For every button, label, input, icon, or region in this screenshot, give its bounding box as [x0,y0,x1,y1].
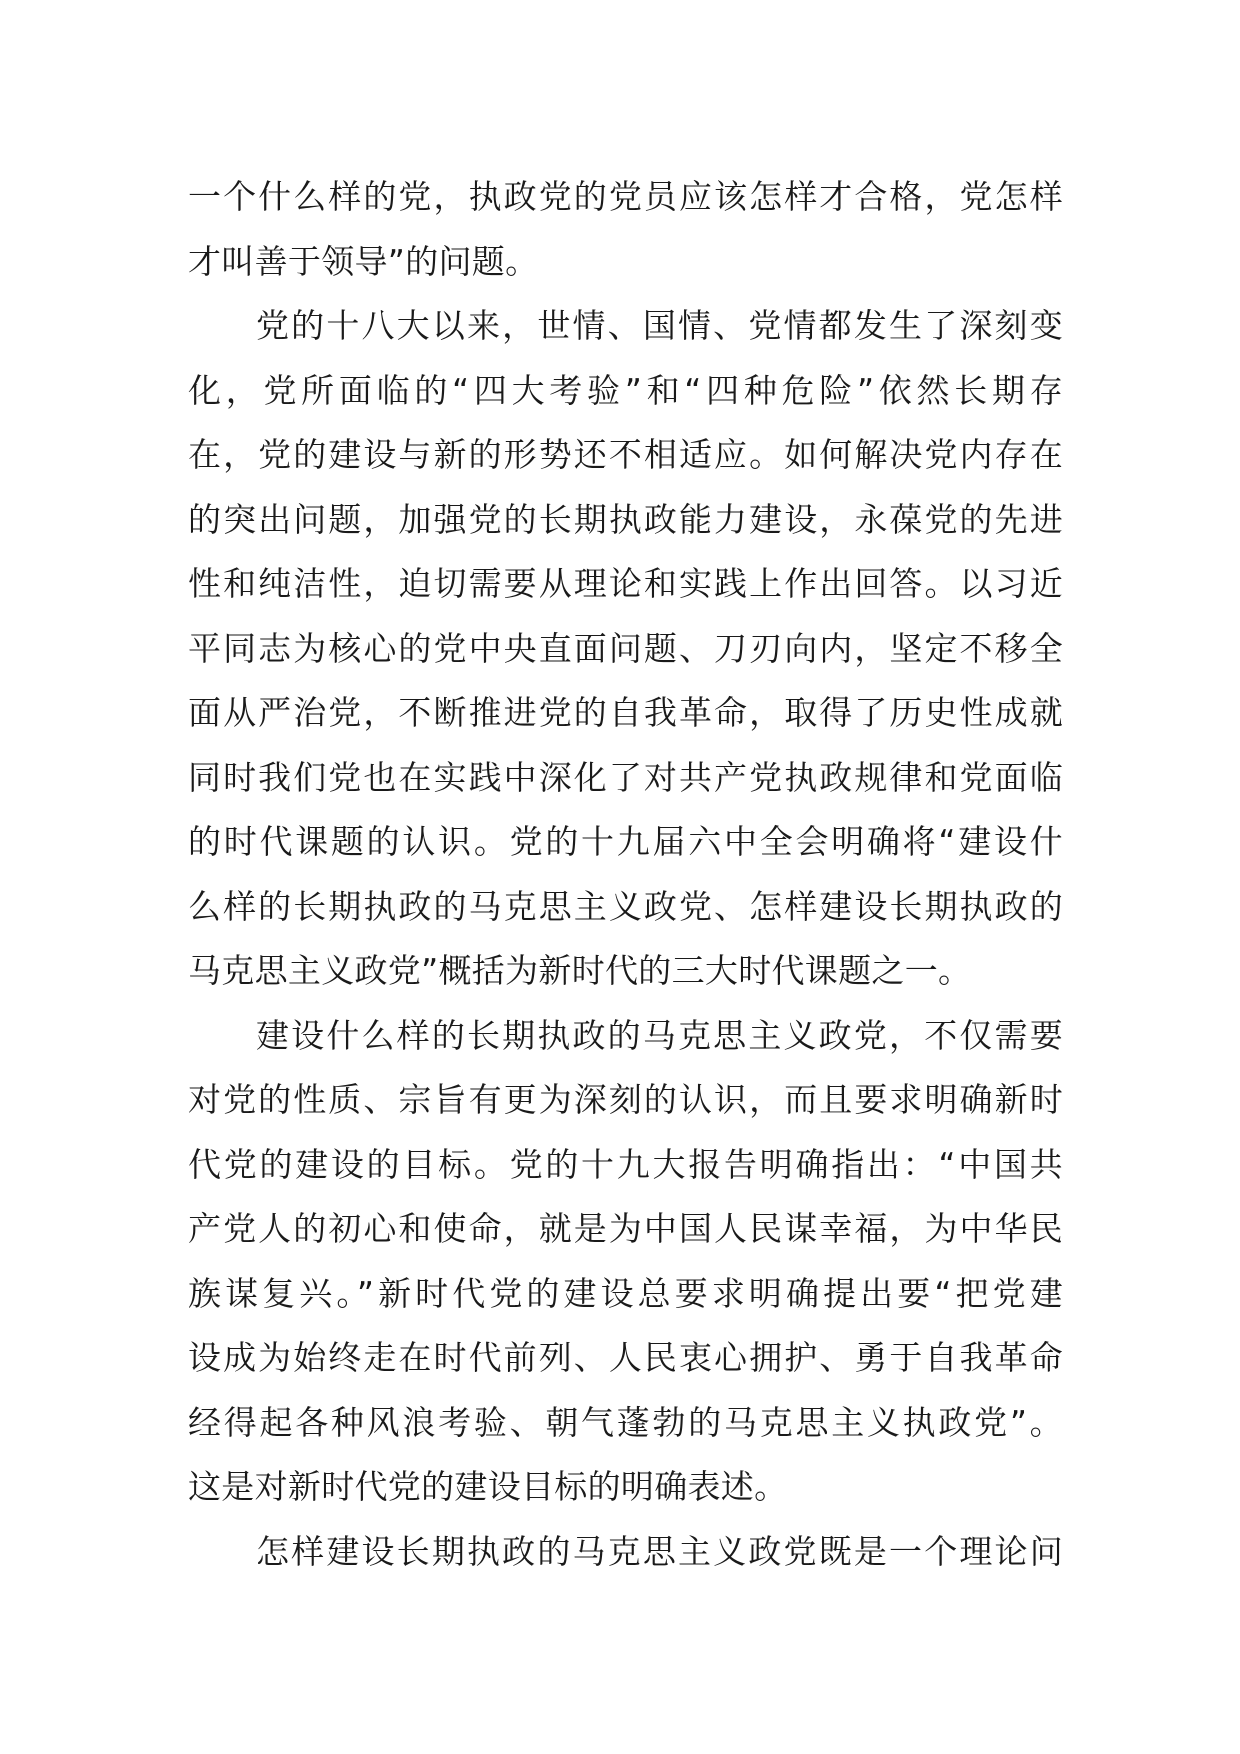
text-line: 经得起各种风浪考验、朝气蓬勃的马克思主义执政党”。 [188,1402,1063,1442]
text-line: 平同志为核心的党中央直面问题、刀刃向内，坚定不移全 [188,628,1063,668]
text-line: 同时我们党也在实践中深化了对共产党执政规律和党面临 [188,757,1063,797]
text-line: 化，党所面临的“四大考验”和“四种危险”依然长期存 [188,370,1063,410]
text-line: 性和纯洁性，迫切需要从理论和实践上作出回答。以习近 [188,564,1063,603]
text-line: 代党的建设的目标。党的十九大报告明确指出：“中国共 [188,1144,1063,1184]
text-line: 这是对新时代党的建设目标的明确表述。 [188,1467,788,1506]
text-line: 么样的长期执政的马克思主义政党、怎样建设长期执政的 [188,886,1063,926]
text-line: 族谋复兴。”新时代党的建设总要求明确提出要“把党建 [188,1273,1063,1313]
paragraph-first-line: 建设什么样的长期执政的马克思主义政党，不仅需要 [256,1015,1063,1055]
text-line: 设成为始终走在时代前列、人民衷心拥护、勇于自我革命 [188,1338,1063,1377]
paragraph-first-line: 党的十八大以来，世情、国情、党情都发生了深刻变 [256,306,1063,345]
text-line: 马克思主义政党”概括为新时代的三大时代课题之一。 [188,951,972,990]
paragraph-first-line: 怎样建设长期执政的马克思主义政党既是一个理论问 [256,1531,1063,1571]
text-line: 在，党的建设与新的形势还不相适应。如何解决党内存在 [188,435,1063,474]
body-text [188,165,1063,1584]
text-line: 的时代课题的认识。党的十九届六中全会明确将“建设什 [188,822,1063,861]
text-line: 对党的性质、宗旨有更为深刻的认识，而且要求明确新时 [188,1080,1063,1119]
text-line: 的突出问题，加强党的长期执政能力建设，永葆党的先进 [188,499,1063,539]
text-line: 一个什么样的党，执政党的党员应该怎样才合格，党怎样 [188,177,1063,216]
text-line: 才叫善于领导”的问题。 [188,241,539,281]
text-line: 面从严治党，不断推进党的自我革命，取得了历史性成就 [188,693,1063,732]
text-line: 产党人的初心和使命，就是为中国人民谋幸福，为中华民 [188,1209,1063,1248]
